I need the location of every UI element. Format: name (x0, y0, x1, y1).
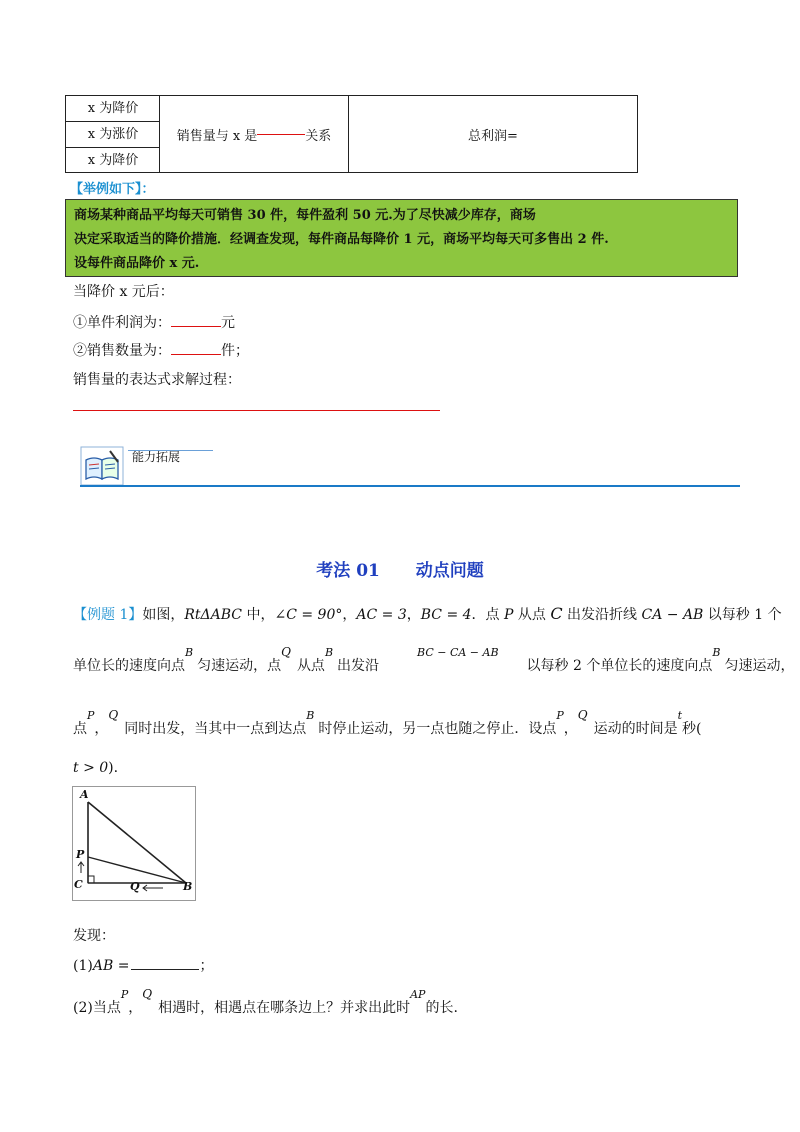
example-line-2: 决定采取适当的降价措施．经调查发现，每件商品每降价 1 元，商场平均每天可多售出 2 件. (74, 232, 609, 247)
text: 匀速运动， (724, 658, 795, 674)
math: CA − AB (641, 607, 704, 623)
section-label: 能力拓展 (132, 450, 181, 464)
math: AC = 3 (356, 607, 407, 623)
fill-blank (171, 354, 221, 355)
middle-suffix: 关系 (305, 128, 332, 144)
question-2 (73, 340, 249, 360)
label-p: P (76, 848, 85, 861)
q1-unit: 元 (221, 315, 235, 331)
text: ). (108, 760, 119, 776)
discover-question-1 (73, 955, 213, 975)
text: (2)当点 (73, 1000, 121, 1016)
discover-label: 发现： (73, 928, 115, 944)
text: 以每秒 1 个 (703, 607, 782, 623)
problem-line-1 (73, 604, 782, 624)
pricing-table (65, 95, 638, 173)
math: BC = 4 (420, 607, 472, 623)
title-topic: 动点问题 (415, 561, 484, 581)
math: RtΔABC (184, 607, 243, 623)
fill-blank (257, 134, 305, 135)
label-q: Q (130, 880, 140, 893)
table-right-cell: 总利润= (468, 128, 518, 144)
q1-label: ①单件利润为： (73, 315, 171, 331)
math: B (712, 646, 721, 659)
answer-line (73, 410, 440, 411)
title-number: 考法 01 (316, 561, 380, 581)
text: 中， (242, 607, 275, 623)
math: AP (410, 988, 426, 1001)
example-box (65, 199, 738, 277)
text: 如图， (142, 607, 185, 623)
text: (1) (73, 958, 93, 974)
discover-question-2 (73, 987, 458, 1017)
text: ， (406, 607, 421, 623)
text: ， (563, 721, 578, 737)
math: P (504, 607, 514, 623)
text: 时停止运动，另一点也随之停止．设点 (318, 721, 557, 737)
math: Q (108, 708, 119, 722)
text: 出发沿 (337, 658, 380, 674)
text: 以每秒 2 个单位长的速度向点 (526, 658, 713, 674)
book-pen-icon (80, 446, 124, 486)
middle-prefix: 销售量与 x 是 (176, 128, 258, 144)
text: ， (128, 1000, 143, 1016)
text: 点 (73, 721, 87, 737)
section-divider (80, 485, 740, 487)
math: B (185, 646, 194, 659)
text: 出发沿折线 (562, 607, 642, 623)
math: AB = (92, 958, 130, 974)
text: 的长. (425, 1000, 458, 1016)
label-b: B (183, 880, 193, 893)
math: P (120, 988, 129, 1001)
math: B (306, 709, 315, 722)
label-c: C (74, 878, 83, 891)
fill-blank (131, 969, 199, 970)
text: 从点 (296, 658, 325, 674)
page-title (0, 556, 800, 581)
table-row: x 为降价 (87, 153, 139, 168)
problem-line-4 (73, 760, 118, 776)
math: B (324, 646, 334, 659)
question-1 (73, 312, 235, 332)
math: P (87, 709, 95, 722)
after-price-text: 当降价 x 元后： (73, 284, 174, 300)
example-line-3: 设每件商品降价 x 元. (74, 256, 200, 271)
table-middle-cell (160, 96, 349, 172)
text: 匀速运动，点 (197, 658, 282, 674)
triangle-figure (72, 786, 196, 901)
math: C (550, 604, 563, 623)
text: ； (199, 958, 214, 974)
math: P (556, 709, 564, 722)
example-line-1: 商场某种商品平均每天可销售 30 件，每件盈利 50 元.为了尽快减少库存，商场 (74, 208, 536, 223)
problem-line-2 (73, 645, 795, 675)
text: 运动的时间是 (593, 721, 678, 737)
example-label: 【例题 1】 (73, 607, 143, 623)
math: Q (142, 987, 153, 1001)
text: ．点 (471, 607, 504, 623)
problem-line-3 (73, 708, 702, 738)
section-underline (128, 450, 213, 451)
text: 相遇时，相遇点在哪条边上？并求出此时 (158, 1000, 411, 1016)
label-a: A (80, 788, 89, 801)
table-row: x 为降价 (66, 96, 160, 122)
text: ， (342, 607, 357, 623)
text: ， (94, 721, 109, 737)
process-label: 销售量的表达式求解过程： (73, 372, 241, 388)
text: 秒( (682, 721, 702, 737)
math: t (677, 709, 683, 722)
table-row: x 为涨价 (66, 122, 160, 148)
example-heading: 【举例如下】： (70, 182, 155, 197)
math: ∠C = 90° (274, 607, 343, 623)
text: 从点 (513, 607, 551, 623)
math: t > 0 (73, 760, 109, 776)
math: Q (281, 645, 291, 659)
math: BC − CA − AB (417, 646, 499, 659)
table-divider (66, 96, 160, 172)
text: 同时出发，当其中一点到达点 (124, 721, 307, 737)
q2-unit: 件； (221, 343, 249, 359)
q2-label: ②销售数量为： (73, 343, 171, 359)
math: Q (577, 708, 588, 722)
fill-blank (171, 326, 221, 327)
text: 单位长的速度向点 (73, 658, 185, 674)
